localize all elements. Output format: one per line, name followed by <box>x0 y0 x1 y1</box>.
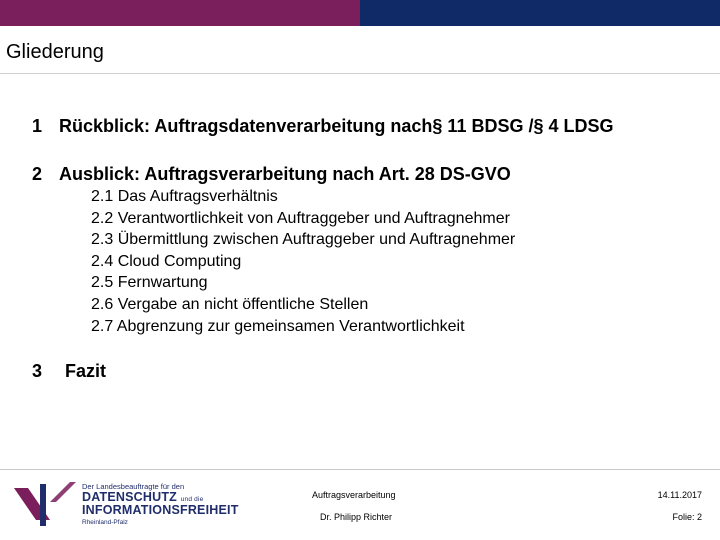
logo-mark-icon <box>10 480 80 530</box>
section-number: 2 <box>32 164 43 184</box>
header-bar-left <box>0 0 360 26</box>
logo-line-2 <box>82 490 203 504</box>
logo-und-die: und die <box>180 496 204 503</box>
organization-logo <box>10 480 239 530</box>
subsection-item: 2.4 Cloud Computing <box>91 252 242 270</box>
subsection-item: 2.1 Das Auftragsverhältnis <box>91 188 278 205</box>
title-divider <box>0 73 720 74</box>
section-text: Fazit <box>65 361 107 381</box>
footer-topic: Auftragsverarbeitung <box>312 490 396 500</box>
header-bar-right <box>360 0 720 26</box>
subsection-item: 2.6 Vergabe an nicht öffentliche Stellen <box>91 295 369 313</box>
outline-section-3 <box>32 361 106 382</box>
subsection-item: 2.5 Fernwartung <box>91 274 208 292</box>
outline-section-2 <box>32 164 511 185</box>
footer-date: 14.11.2017 <box>657 490 702 500</box>
section-number: 3 <box>32 361 43 381</box>
logo-line-1: Der Landesbeauftragte für den <box>82 482 185 491</box>
section-text: Rückblick: Auftragsdatenverarbeitung nach§ 11 BDSG /§ 4 LDSG <box>59 116 614 136</box>
section-text: Ausblick: Auftragsverarbeitung nach Art. 28 DS-GVO <box>59 164 511 184</box>
subsection-list <box>91 186 515 337</box>
subsection-item: 2.7 Abgrenzung zur gemeinsamen Verantwortlichkeit <box>91 317 465 335</box>
footer-slide-number: Folie: 2 <box>672 512 702 522</box>
logo-datenschutz: DATENSCHUTZ <box>82 490 178 504</box>
footer-divider <box>0 469 720 470</box>
footer-author: Dr. Philipp Richter <box>320 512 393 522</box>
logo-line-3: INFORMATIONSFREIHEIT <box>82 503 239 517</box>
section-number: 1 <box>32 116 43 136</box>
subsection-item: 2.2 Verantwortlichkeit von Auftraggeber und Auftragnehmer <box>91 209 510 227</box>
outline-section-1 <box>32 116 613 137</box>
logo-line-4: Rheinland-Pfalz <box>82 519 128 526</box>
slide-title: Gliederung <box>6 41 104 63</box>
subsection-item: 2.3 Übermittlung zwischen Auftraggeber und Auftragnehmer <box>91 231 516 249</box>
